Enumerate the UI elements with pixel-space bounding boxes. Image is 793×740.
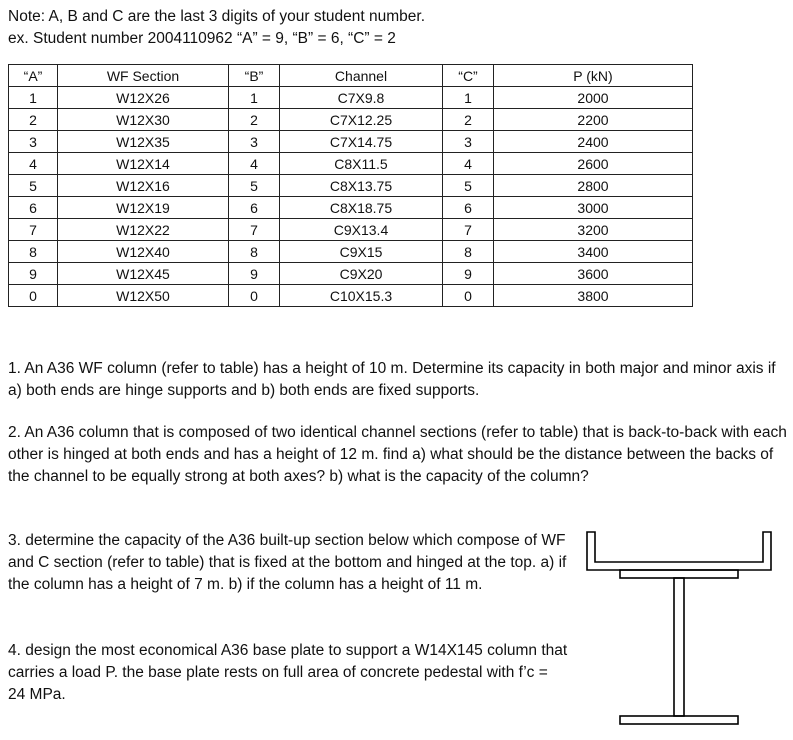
note-line-2: ex. Student number 2004110962 “A” = 9, “B” = 6, “C” = 2	[8, 30, 396, 47]
question-2: 2. An A36 column that is composed of two identical channel sections (refer to table) that is back-to-back with each other is hinged at both ends and has a height of 12 m. find a) what should be the distance between the backs of the channel to be equally strong at both axes? b) what is the capacity of the column?	[8, 424, 787, 485]
cell-a: 4	[9, 153, 58, 175]
cell-p: 3000	[494, 197, 693, 219]
cell-b: 0	[229, 285, 280, 307]
wf-web	[674, 578, 684, 716]
cell-wf: W12X14	[58, 153, 229, 175]
cell-p: 2600	[494, 153, 693, 175]
cell-b: 7	[229, 219, 280, 241]
cell-channel: C8X13.75	[280, 175, 443, 197]
cell-c: 1	[443, 87, 494, 109]
table-row	[9, 285, 693, 307]
cell-b: 6	[229, 197, 280, 219]
built-up-section-diagram	[575, 522, 780, 728]
wf-bottom-flange	[620, 716, 738, 724]
cell-a: 0	[9, 285, 58, 307]
table-row	[9, 131, 693, 153]
cell-channel: C7X9.8	[280, 87, 443, 109]
cell-c: 8	[443, 241, 494, 263]
question-1: 1. An A36 WF column (refer to table) has a height of 10 m. Determine its capacity in both major and minor axis if a) both ends are hinge supports and b) both ends are fixed supports.	[8, 360, 776, 399]
cell-p: 3400	[494, 241, 693, 263]
table-row	[9, 263, 693, 285]
cell-wf: W12X30	[58, 109, 229, 131]
cell-p: 2000	[494, 87, 693, 109]
cell-a: 8	[9, 241, 58, 263]
table-row	[9, 241, 693, 263]
cell-wf: W12X26	[58, 87, 229, 109]
question-3: 3. determine the capacity of the A36 built-up section below which compose of WF and C section (refer to table) that is fixed at the bottom and hinged at the top. a) if the column has a height of 7 m. b) if the column has a height of 11 m.	[8, 532, 567, 593]
header-p-kn: P (kN)	[494, 65, 693, 87]
cell-channel: C7X14.75	[280, 131, 443, 153]
cell-wf: W12X22	[58, 219, 229, 241]
cell-a: 5	[9, 175, 58, 197]
wf-top-flange	[620, 570, 738, 578]
cell-p: 3600	[494, 263, 693, 285]
table-row	[9, 219, 693, 241]
note-line-1: Note: A, B and C are the last 3 digits of your student number.	[8, 8, 426, 25]
cell-p: 3800	[494, 285, 693, 307]
cell-c: 7	[443, 219, 494, 241]
cell-c: 5	[443, 175, 494, 197]
cell-b: 4	[229, 153, 280, 175]
cell-p: 2800	[494, 175, 693, 197]
cell-channel: C8X18.75	[280, 197, 443, 219]
cell-a: 9	[9, 263, 58, 285]
cell-channel: C9X15	[280, 241, 443, 263]
question-4: 4. design the most economical A36 base plate to support a W14X145 column that carries a load P. the base plate rests on full area of concrete pedestal with f’c = 24 MPa.	[8, 642, 568, 703]
cell-wf: W12X35	[58, 131, 229, 153]
header-channel: Channel	[280, 65, 443, 87]
cell-channel: C7X12.25	[280, 109, 443, 131]
cell-channel: C9X20	[280, 263, 443, 285]
cell-c: 4	[443, 153, 494, 175]
cell-b: 1	[229, 87, 280, 109]
cell-a: 7	[9, 219, 58, 241]
header-wf-section: WF Section	[58, 65, 229, 87]
cell-b: 9	[229, 263, 280, 285]
section-table	[8, 64, 693, 307]
cell-p: 3200	[494, 219, 693, 241]
note-block	[8, 6, 425, 50]
cell-c: 2	[443, 109, 494, 131]
cell-a: 2	[9, 109, 58, 131]
cell-c: 0	[443, 285, 494, 307]
cell-channel: C10X15.3	[280, 285, 443, 307]
cell-a: 1	[9, 87, 58, 109]
cell-c: 3	[443, 131, 494, 153]
cell-wf: W12X45	[58, 263, 229, 285]
table-row	[9, 175, 693, 197]
header-b: “B”	[229, 65, 280, 87]
cell-wf: W12X40	[58, 241, 229, 263]
cell-b: 5	[229, 175, 280, 197]
cell-b: 2	[229, 109, 280, 131]
cell-a: 3	[9, 131, 58, 153]
cell-c: 6	[443, 197, 494, 219]
table-header-row	[9, 65, 693, 87]
cell-wf: W12X16	[58, 175, 229, 197]
cell-c: 9	[443, 263, 494, 285]
channel-section	[587, 532, 771, 570]
header-c: “C”	[443, 65, 494, 87]
table-row	[9, 87, 693, 109]
cell-p: 2200	[494, 109, 693, 131]
table-row	[9, 153, 693, 175]
cell-wf: W12X50	[58, 285, 229, 307]
cell-wf: W12X19	[58, 197, 229, 219]
table-row	[9, 109, 693, 131]
table-row	[9, 197, 693, 219]
header-a: “A”	[9, 65, 58, 87]
cell-channel: C9X13.4	[280, 219, 443, 241]
cell-b: 8	[229, 241, 280, 263]
cell-channel: C8X11.5	[280, 153, 443, 175]
cell-p: 2400	[494, 131, 693, 153]
cell-b: 3	[229, 131, 280, 153]
cell-a: 6	[9, 197, 58, 219]
